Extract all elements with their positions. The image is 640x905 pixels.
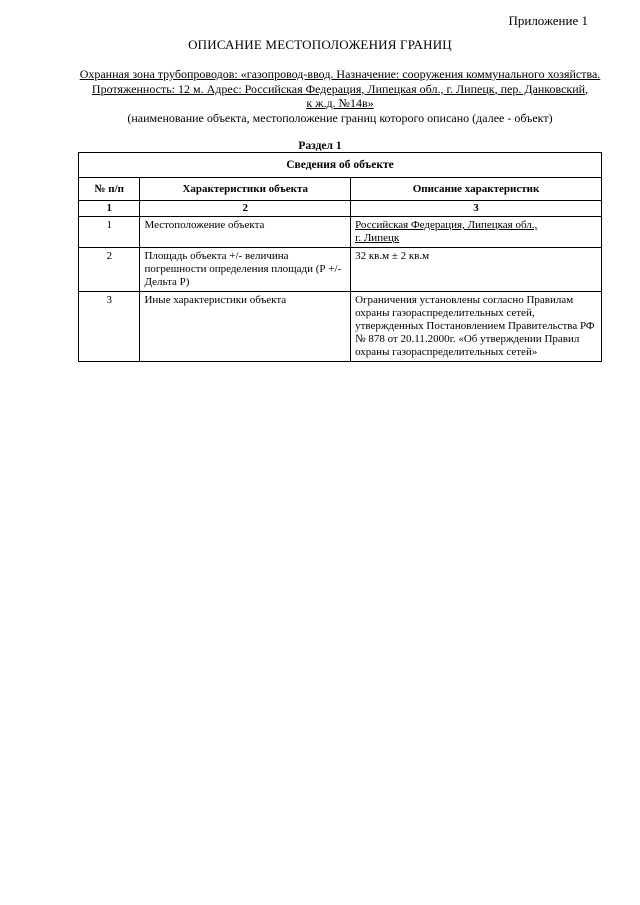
object-name-block <box>70 67 610 125</box>
row-description: 32 кв.м ± 2 кв.м <box>351 248 602 292</box>
row-description: Ограничения установлены согласно Правилам охраны газораспределительных сетей, утвержденных Постановлением Правительства РФ № 878 от 20.11.2000г. «Об утверждении Правил охраны газораспределительных сетей» <box>351 292 602 362</box>
row-number: 1 <box>79 217 140 248</box>
table-row <box>79 217 602 248</box>
object-name-caption: (наименование объекта, местоположение границ которого описано (далее - объект) <box>127 110 553 125</box>
row-number: 3 <box>79 292 140 362</box>
row-number: 2 <box>79 248 140 292</box>
row-description <box>351 217 602 248</box>
section-title: Раздел 1 <box>298 140 342 152</box>
row-characteristic: Площадь объекта +/- величина погрешности определения площади (Р +/- Дельта Р) <box>140 248 351 292</box>
table-title: Сведения об объекте <box>79 153 602 178</box>
column-number-row <box>79 201 602 217</box>
row-characteristic: Иные характеристики объекта <box>140 292 351 362</box>
object-name-line-3: к ж.д. №14в» <box>306 96 374 110</box>
column-header-number: № п/п <box>79 178 140 201</box>
object-name-line-2: Протяженность: 12 м. Адрес: Российская Федерация, Липецкая обл., г. Липецк, пер. Данковский, <box>91 81 589 96</box>
column-header-characteristic: Характеристики объекта <box>140 178 351 201</box>
object-name-line-1: Охранная зона трубопроводов: «газопровод-ввод. Назначение: сооружения коммунального хозяйства. <box>79 67 601 81</box>
table-header-row <box>79 178 602 201</box>
row-characteristic: Местоположение объекта <box>140 217 351 248</box>
column-number-3: 3 <box>351 201 602 217</box>
row-description-line-1: Российская Федерация, Липецкая обл., <box>355 219 538 231</box>
document-title: ОПИСАНИЕ МЕСТОПОЛОЖЕНИЯ ГРАНИЦ <box>188 37 452 52</box>
column-number-2: 2 <box>140 201 351 217</box>
row-description-line-2: г. Липецк <box>355 232 400 244</box>
column-header-description: Описание характеристик <box>351 178 602 201</box>
table-title-row <box>79 153 602 178</box>
table-row <box>79 292 602 362</box>
appendix-label: Приложение 1 <box>508 13 588 28</box>
object-info-table <box>78 152 602 362</box>
table-row <box>79 248 602 292</box>
column-number-1: 1 <box>79 201 140 217</box>
